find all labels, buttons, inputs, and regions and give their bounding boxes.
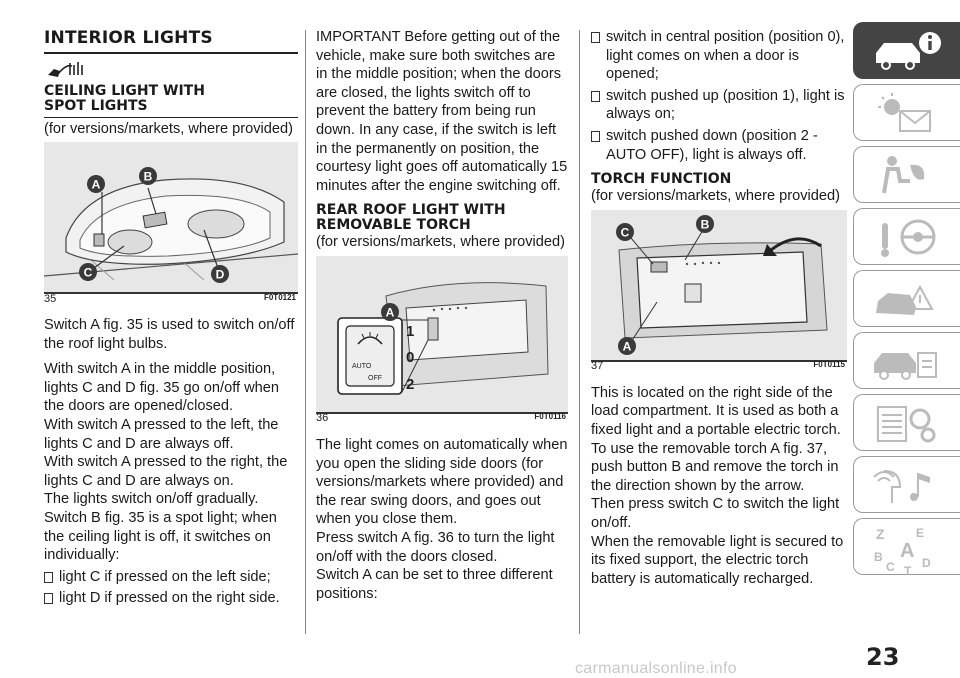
torch-illustration <box>591 210 847 360</box>
switch-label-off: OFF <box>368 374 382 382</box>
position-1-label: 1 <box>406 322 415 340</box>
figure-number: 36 <box>316 412 329 425</box>
paragraph: The lights switch on/off gradually. <box>44 491 259 508</box>
airbag-seat-icon <box>870 153 946 197</box>
tab-starting-driving[interactable] <box>853 208 960 265</box>
column-2 <box>316 28 568 603</box>
list-item: light C if pressed on the left side; <box>44 568 298 587</box>
subsection-title: CEILING LIGHT WITH SPOT LIGHTS <box>44 82 205 114</box>
paragraph: To use the removable torch A fig. 37, push button B and remove the torch in the direction shown by the arrow. <box>591 440 839 494</box>
watermark: carmanualsonline.info <box>575 660 737 677</box>
specifications-icon <box>870 401 946 445</box>
tab-safety[interactable] <box>853 146 960 203</box>
alphabet-index-icon <box>870 525 946 575</box>
subsection-title: TORCH FUNCTION <box>591 171 732 188</box>
paragraph: This is located on the right side of the load compartment. It is used as both a fixed light and a portable electric torch. <box>591 384 841 438</box>
figure-36 <box>316 256 568 425</box>
page-number: 23 <box>866 643 900 671</box>
paragraph: Press switch A fig. 36 to turn the light on/off with the doors closed. <box>316 529 555 565</box>
index-letter: B <box>874 550 883 564</box>
switch-label-auto: AUTO <box>352 362 372 370</box>
tab-emergency[interactable] <box>853 270 960 327</box>
tab-car-info[interactable] <box>853 22 960 79</box>
bullet-box-icon <box>591 131 600 142</box>
paragraph: Switch B fig. 35 is a spot light; when the ceiling light is off, it switches on individually: <box>44 510 277 564</box>
callout-b: B <box>143 169 153 184</box>
important-note: IMPORTANT Before getting out of the vehicle, make sure both switches are in the middle position; when the doors are closed, the lights switch off to prevent the battery from being run down. In any case, if the switch is left in the permanently on position, the courtesy light goes off automatically 15 minutes after the engine switching off. <box>316 29 568 194</box>
car-service-icon <box>870 339 946 383</box>
index-letter: D <box>922 556 931 570</box>
ceiling-light-icon <box>46 60 298 82</box>
multimedia-icon <box>870 463 946 507</box>
ceiling-light-illustration <box>44 142 298 292</box>
bullet-box-icon <box>591 32 600 43</box>
column-3 <box>591 28 847 588</box>
position-0-label: 0 <box>406 348 415 366</box>
warning-lights-icon <box>870 91 946 135</box>
subsection-title: REAR ROOF LIGHT WITH REMOVABLE TORCH <box>316 202 506 234</box>
tab-maintenance[interactable] <box>853 332 960 389</box>
index-letter: T <box>904 564 912 575</box>
paragraph: Switch A fig. 35 is used to switch on/off the roof light bulbs. <box>44 317 295 352</box>
index-letter: A <box>900 540 915 562</box>
tab-multimedia[interactable] <box>853 456 960 513</box>
title-rule <box>44 52 298 54</box>
column-divider <box>579 30 580 634</box>
rear-roof-light-illustration <box>316 256 568 412</box>
callout-a: A <box>622 339 632 354</box>
figure-37 <box>591 210 847 373</box>
figure-number: 37 <box>591 360 604 373</box>
availability-note: (for versions/markets, where provided) <box>591 188 840 205</box>
callout-d: D <box>215 267 225 282</box>
paragraph: The light comes on automatically when you open the sliding side doors (for versions/markets where provided) and the rear swing doors, and goes out when you close them. <box>316 436 568 528</box>
chapter-tabs <box>853 22 960 580</box>
paragraph: Then press switch C to switch the light on/off. <box>591 496 840 531</box>
key-steering-wheel-icon <box>870 215 946 259</box>
paragraph: Switch A can be set to three different positions: <box>316 567 553 602</box>
list-item: switch pushed up (position 1), light is always on; <box>591 87 847 124</box>
car-info-icon <box>870 29 946 73</box>
callout-a: A <box>385 305 395 320</box>
paragraph: With switch A in the middle position, lights C and D fig. 35 go on/off when the doors are opened/closed. <box>44 361 280 415</box>
subtitle-rule <box>44 117 298 118</box>
figure-35 <box>44 142 298 305</box>
tab-index[interactable] <box>853 518 960 575</box>
column-1 <box>44 28 298 608</box>
availability-note: (for versions/markets, where provided) <box>316 234 565 251</box>
callout-c: C <box>83 265 93 280</box>
bullet-box-icon <box>591 91 600 102</box>
figure-code: F0T0121 <box>263 292 296 302</box>
list-item: switch pushed down (position 2 - AUTO OFF), light is always off. <box>591 127 847 164</box>
tab-technical-specifications[interactable] <box>853 394 960 451</box>
availability-note: (for versions/markets, where provided) <box>44 120 293 137</box>
position-2-label: 2 <box>406 375 415 393</box>
paragraph: With switch A pressed to the left, the lights C and D are always off. <box>44 417 279 452</box>
figure-number: 35 <box>44 292 57 305</box>
tab-warning-lights[interactable] <box>853 84 960 141</box>
section-title: INTERIOR LIGHTS <box>44 28 213 48</box>
figure-code: F0T0115 <box>813 360 845 370</box>
list-item: light D if pressed on the right side. <box>44 589 298 608</box>
index-letter: Z <box>876 526 885 542</box>
bullet-box-icon <box>44 572 53 583</box>
callout-c: C <box>620 225 630 240</box>
callout-b: B <box>700 217 710 232</box>
car-accident-icon <box>870 277 946 321</box>
index-letter: E <box>916 526 925 540</box>
column-divider <box>305 30 306 634</box>
callout-a: A <box>91 177 101 192</box>
paragraph: With switch A pressed to the right, the lights C and D are always on. <box>44 454 288 489</box>
index-letter: C <box>886 560 895 574</box>
list-item: switch in central position (position 0), light comes on when a door is opened; <box>591 28 847 84</box>
paragraph: When the removable light is secured to its fixed support, the electric torch battery is automatically recharged. <box>591 533 844 587</box>
bullet-box-icon <box>44 593 53 604</box>
figure-code: F0T0116 <box>534 412 566 422</box>
